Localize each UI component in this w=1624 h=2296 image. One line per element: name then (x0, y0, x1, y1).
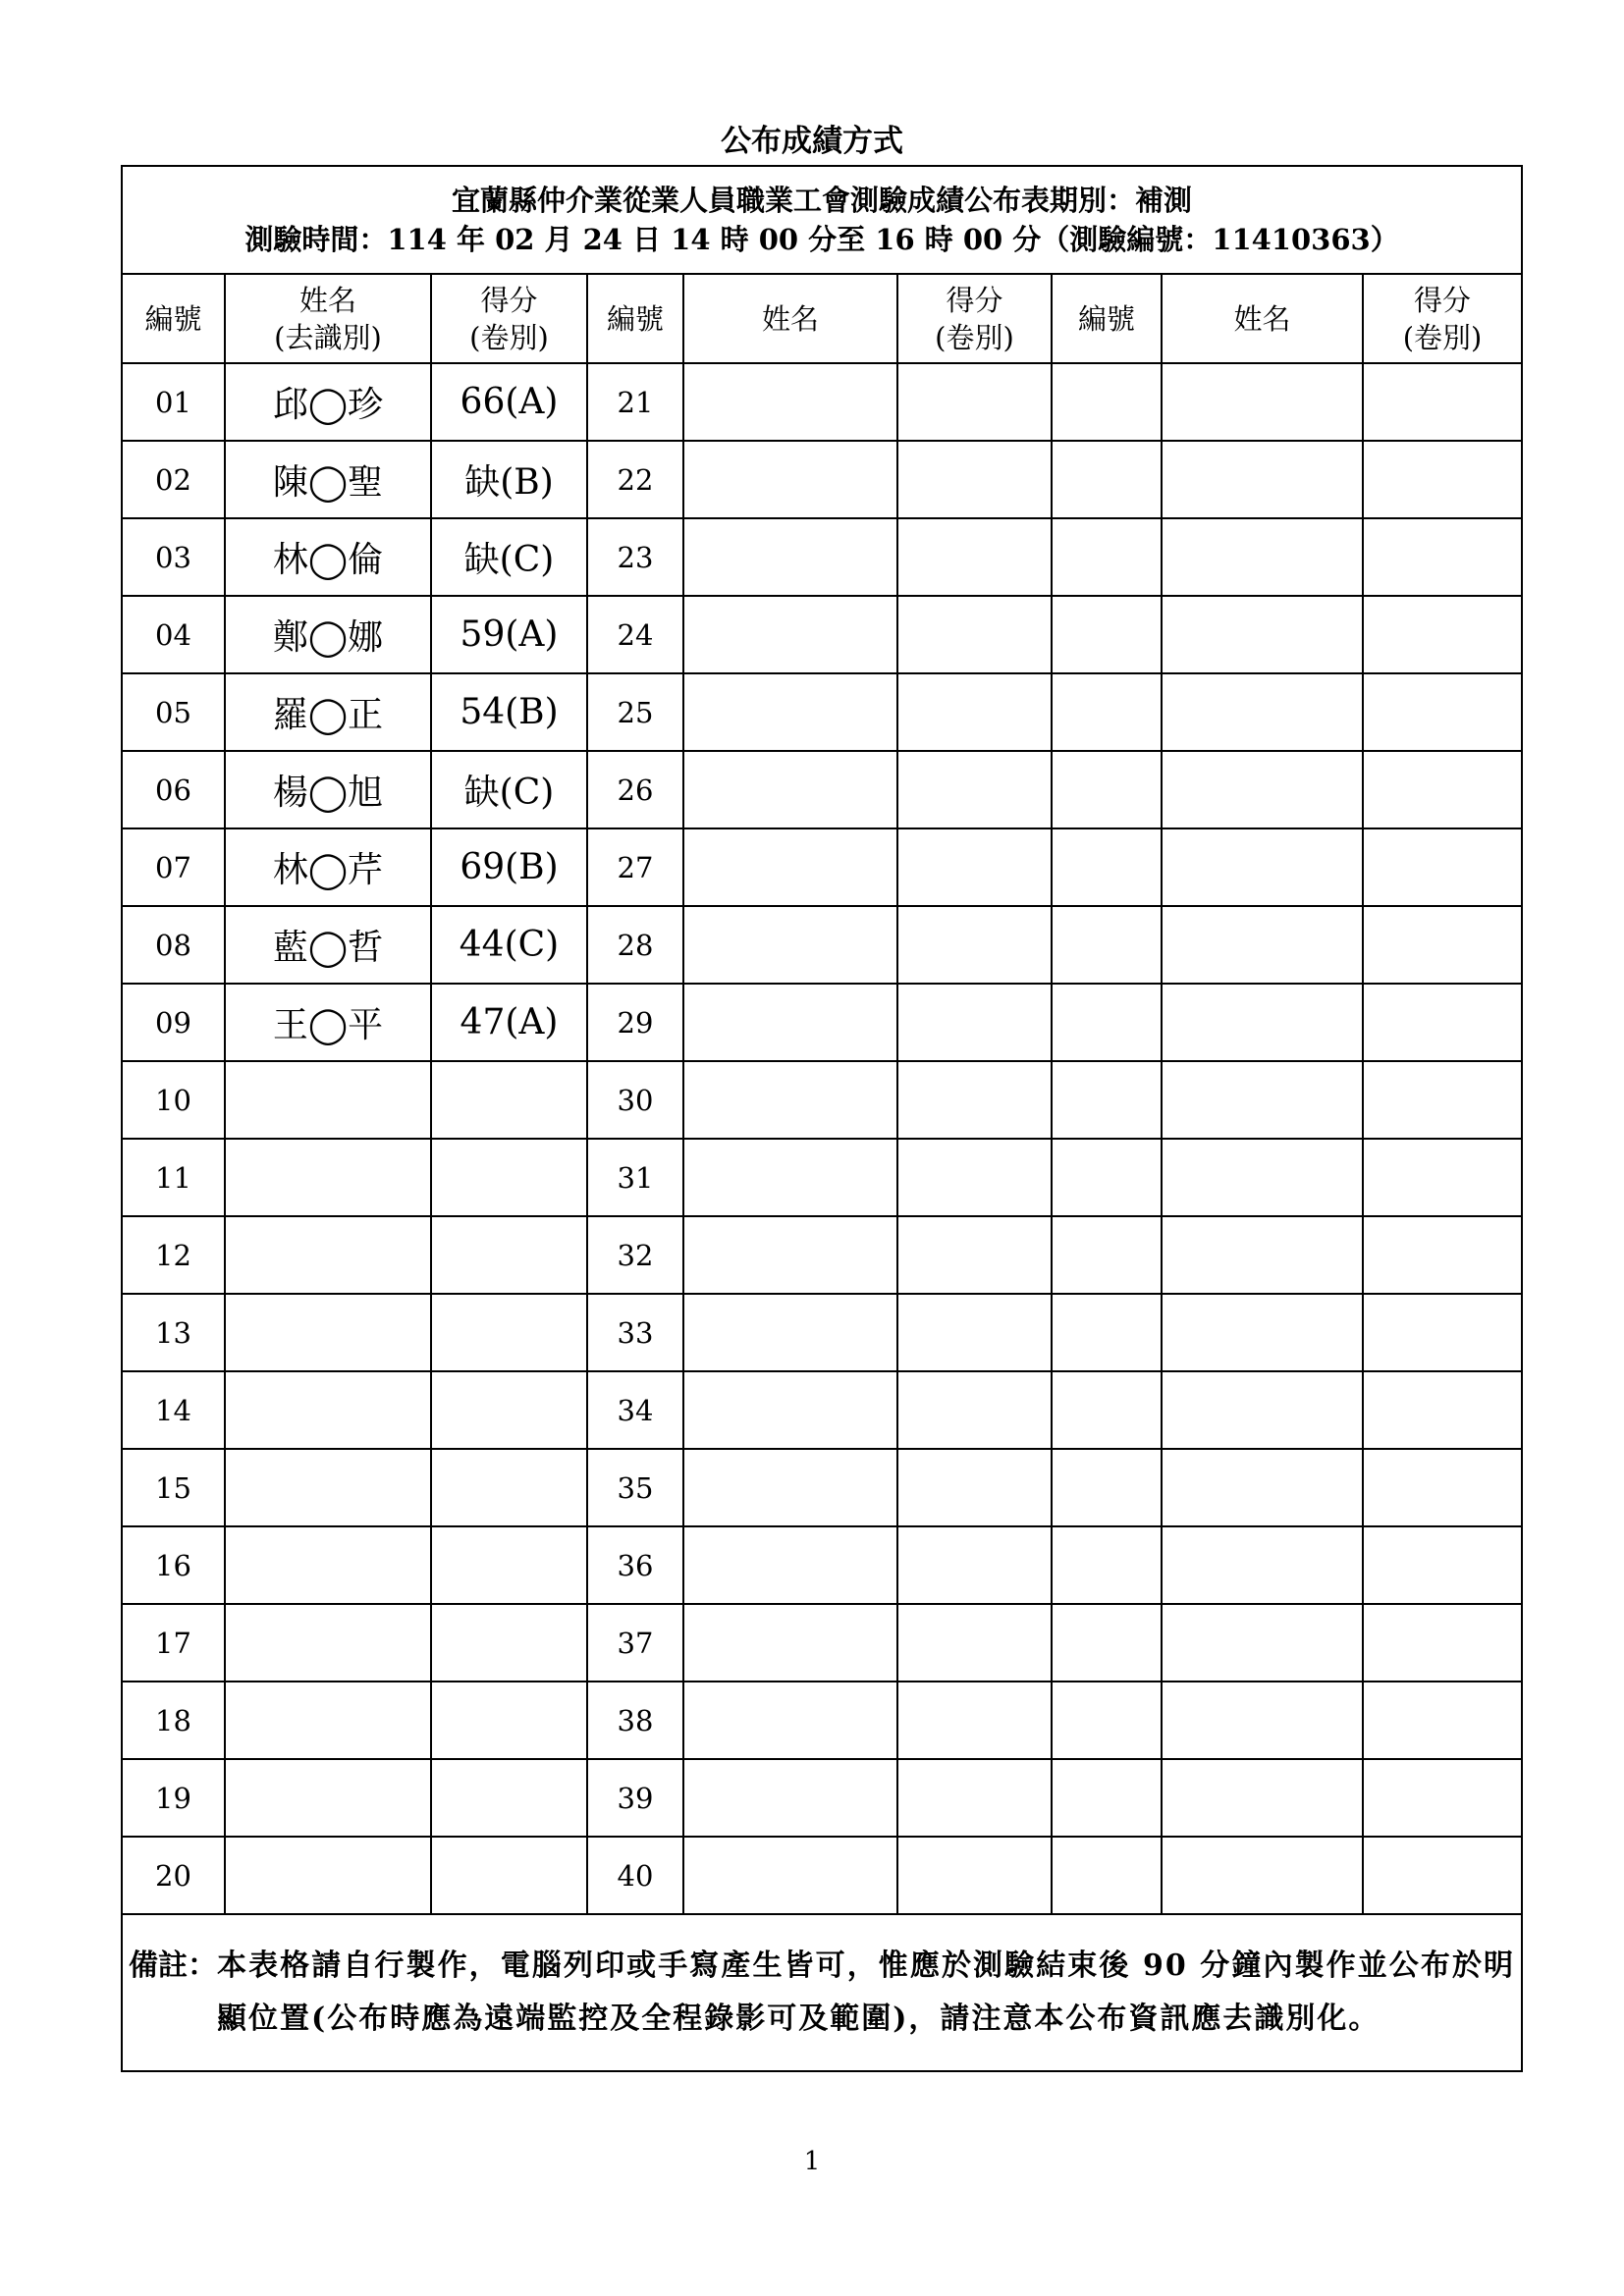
record-score-cell: 69(B) (431, 828, 587, 906)
record-name-cell (683, 1294, 897, 1371)
record-score-cell (1363, 1837, 1522, 1914)
record-no-cell: 28 (587, 906, 683, 984)
record-name-cell (1162, 751, 1363, 828)
record-no-cell: 34 (587, 1371, 683, 1449)
record-no-cell: 35 (587, 1449, 683, 1526)
record-no-cell: 10 (122, 1061, 225, 1139)
record-no-cell: 09 (122, 984, 225, 1061)
document-title: 公布成績方式 (721, 124, 903, 159)
record-name-cell (683, 1604, 897, 1682)
record-name-cell (1162, 828, 1363, 906)
record-no-cell: 19 (122, 1759, 225, 1837)
record-score-cell (431, 1604, 587, 1682)
table-row (122, 751, 1522, 828)
table-row (122, 1139, 1522, 1216)
record-name-cell (1162, 363, 1363, 441)
record-no-cell: 04 (122, 596, 225, 673)
record-score-cell (1363, 596, 1522, 673)
record-score-cell (1363, 441, 1522, 518)
table-row (122, 1682, 1522, 1759)
record-score-cell (1363, 828, 1522, 906)
record-name-cell: 楊◯旭 (225, 751, 431, 828)
record-score-cell (431, 1759, 587, 1837)
exam-title: 宜蘭縣仲介業從業人員職業工會測驗成績公布表期別：補測 (452, 184, 1193, 217)
note (129, 1940, 1515, 2046)
record-no-cell: 03 (122, 518, 225, 596)
exam-time: 測驗時間：114 年 02 月 24 日 14 時 00 分至 16 時 00 分（測驗編號：11410363） (244, 223, 1399, 256)
record-score-cell (897, 596, 1052, 673)
record-name-cell: 陳◯聖 (225, 441, 431, 518)
record-score-cell (1363, 518, 1522, 596)
record-name-cell (1162, 1449, 1363, 1526)
record-no-cell: 24 (587, 596, 683, 673)
col-score-3 (1363, 274, 1522, 363)
record-score-cell: 66(A) (431, 363, 587, 441)
record-name-cell (683, 828, 897, 906)
col-name-3: 姓名 (1162, 274, 1363, 363)
record-name-cell (1162, 1371, 1363, 1449)
record-name-cell (683, 1061, 897, 1139)
record-name-cell (225, 1139, 431, 1216)
record-score-cell (897, 1759, 1052, 1837)
record-name-cell (225, 1604, 431, 1682)
table-row (122, 596, 1522, 673)
record-no-cell: 11 (122, 1139, 225, 1216)
page-number: 1 (803, 2147, 821, 2176)
record-no-cell (1052, 1139, 1162, 1216)
col-score-1-sub: (卷別) (469, 320, 549, 354)
record-score-cell: 47(A) (431, 984, 587, 1061)
record-name-cell (683, 984, 897, 1061)
score-table (121, 165, 1523, 2072)
record-score-cell (431, 1837, 587, 1914)
record-name-cell (1162, 673, 1363, 751)
record-name-cell (1162, 984, 1363, 1061)
table-row (122, 906, 1522, 984)
table-row (122, 984, 1522, 1061)
table-row (122, 1294, 1522, 1371)
record-name-cell (225, 1061, 431, 1139)
record-name-cell: 邱◯珍 (225, 363, 431, 441)
record-score-cell (897, 906, 1052, 984)
record-name-cell (683, 518, 897, 596)
note-cell (122, 1914, 1522, 2071)
table-row (122, 828, 1522, 906)
record-score-cell (1363, 1371, 1522, 1449)
record-name-cell (683, 1139, 897, 1216)
col-score-3-label: 得分 (1414, 283, 1472, 317)
record-name-cell (1162, 1837, 1363, 1914)
record-no-cell: 22 (587, 441, 683, 518)
record-no-cell: 14 (122, 1371, 225, 1449)
record-no-cell: 08 (122, 906, 225, 984)
record-name-cell (683, 363, 897, 441)
record-no-cell: 17 (122, 1604, 225, 1682)
record-no-cell (1052, 673, 1162, 751)
record-score-cell (897, 1216, 1052, 1294)
record-name-cell (1162, 1682, 1363, 1759)
col-name-1-sub: (去識別) (274, 320, 382, 354)
record-score-cell: 缺(B) (431, 441, 587, 518)
record-no-cell: 32 (587, 1216, 683, 1294)
record-score-cell (431, 1216, 587, 1294)
record-score-cell (897, 673, 1052, 751)
record-name-cell (1162, 518, 1363, 596)
record-score-cell (1363, 1759, 1522, 1837)
record-no-cell: 29 (587, 984, 683, 1061)
record-name-cell (1162, 596, 1363, 673)
record-name-cell (225, 1759, 431, 1837)
record-no-cell (1052, 1604, 1162, 1682)
table-row (122, 673, 1522, 751)
record-no-cell (1052, 518, 1162, 596)
record-name-cell: 林◯芹 (225, 828, 431, 906)
col-score-1 (431, 274, 587, 363)
record-name-cell (683, 906, 897, 984)
record-score-cell (897, 1371, 1052, 1449)
record-no-cell: 01 (122, 363, 225, 441)
record-score-cell (1363, 673, 1522, 751)
record-name-cell (1162, 906, 1363, 984)
record-no-cell: 38 (587, 1682, 683, 1759)
record-name-cell (225, 1216, 431, 1294)
record-score-cell (1363, 1294, 1522, 1371)
record-no-cell (1052, 984, 1162, 1061)
record-no-cell (1052, 1837, 1162, 1914)
record-score-cell (897, 363, 1052, 441)
record-score-cell: 59(A) (431, 596, 587, 673)
record-score-cell (431, 1682, 587, 1759)
record-score-cell (431, 1371, 587, 1449)
record-name-cell (225, 1371, 431, 1449)
table-row (122, 441, 1522, 518)
table-row (122, 363, 1522, 441)
record-no-cell: 12 (122, 1216, 225, 1294)
record-score-cell (1363, 1061, 1522, 1139)
record-no-cell: 30 (587, 1061, 683, 1139)
record-score-cell (897, 518, 1052, 596)
record-no-cell: 20 (122, 1837, 225, 1914)
record-no-cell: 07 (122, 828, 225, 906)
record-score-cell (1363, 984, 1522, 1061)
record-name-cell (225, 1682, 431, 1759)
record-no-cell: 06 (122, 751, 225, 828)
record-no-cell: 37 (587, 1604, 683, 1682)
record-no-cell: 25 (587, 673, 683, 751)
record-no-cell: 39 (587, 1759, 683, 1837)
record-name-cell (683, 1449, 897, 1526)
record-no-cell (1052, 1061, 1162, 1139)
record-name-cell (1162, 1526, 1363, 1604)
record-no-cell: 05 (122, 673, 225, 751)
note-label: 備註： (129, 1949, 217, 1983)
record-score-cell (1363, 1216, 1522, 1294)
record-no-cell (1052, 1371, 1162, 1449)
record-score-cell (897, 441, 1052, 518)
record-score-cell (1363, 1449, 1522, 1526)
table-row (122, 1061, 1522, 1139)
record-no-cell: 26 (587, 751, 683, 828)
table-row (122, 1526, 1522, 1604)
table-row (122, 518, 1522, 596)
record-name-cell (225, 1449, 431, 1526)
col-no-1: 編號 (122, 274, 225, 363)
record-name-cell (225, 1526, 431, 1604)
col-name-2: 姓名 (683, 274, 897, 363)
record-no-cell (1052, 906, 1162, 984)
col-score-3-sub: (卷別) (1402, 320, 1483, 354)
record-name-cell (1162, 1061, 1363, 1139)
record-score-cell (897, 828, 1052, 906)
record-name-cell (225, 1837, 431, 1914)
table-row (122, 1449, 1522, 1526)
record-no-cell: 02 (122, 441, 225, 518)
record-name-cell (1162, 1216, 1363, 1294)
record-no-cell (1052, 1216, 1162, 1294)
record-name-cell (683, 751, 897, 828)
record-no-cell (1052, 596, 1162, 673)
record-score-cell (897, 1139, 1052, 1216)
record-score-cell (897, 1294, 1052, 1371)
record-no-cell (1052, 1682, 1162, 1759)
record-name-cell: 鄭◯娜 (225, 596, 431, 673)
record-score-cell (897, 1061, 1052, 1139)
record-score-cell (1363, 906, 1522, 984)
record-no-cell: 33 (587, 1294, 683, 1371)
record-score-cell: 缺(C) (431, 518, 587, 596)
record-score-cell (431, 1294, 587, 1371)
record-name-cell: 藍◯哲 (225, 906, 431, 984)
col-score-2-label: 得分 (946, 283, 1003, 317)
record-no-cell (1052, 1759, 1162, 1837)
record-score-cell: 44(C) (431, 906, 587, 984)
record-score-cell (1363, 1526, 1522, 1604)
table-header-row (122, 166, 1522, 274)
table-row (122, 1216, 1522, 1294)
record-score-cell (1363, 363, 1522, 441)
record-name-cell (683, 1837, 897, 1914)
record-no-cell: 40 (587, 1837, 683, 1914)
record-name-cell (683, 1759, 897, 1837)
record-no-cell: 15 (122, 1449, 225, 1526)
record-score-cell (431, 1449, 587, 1526)
record-name-cell (1162, 1139, 1363, 1216)
record-no-cell: 21 (587, 363, 683, 441)
record-no-cell (1052, 751, 1162, 828)
record-score-cell (1363, 751, 1522, 828)
record-no-cell: 13 (122, 1294, 225, 1371)
record-no-cell (1052, 1294, 1162, 1371)
record-score-cell (431, 1061, 587, 1139)
record-name-cell (683, 1216, 897, 1294)
column-header-row (122, 274, 1522, 363)
record-score-cell (897, 1604, 1052, 1682)
record-name-cell (1162, 1294, 1363, 1371)
table-row (122, 1371, 1522, 1449)
record-no-cell: 23 (587, 518, 683, 596)
record-name-cell: 王◯平 (225, 984, 431, 1061)
record-name-cell (1162, 1604, 1363, 1682)
record-score-cell (1363, 1139, 1522, 1216)
table-row (122, 1759, 1522, 1837)
record-no-cell: 31 (587, 1139, 683, 1216)
record-score-cell (897, 1682, 1052, 1759)
record-no-cell: 36 (587, 1526, 683, 1604)
col-no-2: 編號 (587, 274, 683, 363)
record-no-cell (1052, 363, 1162, 441)
record-no-cell: 27 (587, 828, 683, 906)
record-score-cell (897, 1837, 1052, 1914)
record-no-cell (1052, 1449, 1162, 1526)
record-score-cell (897, 1449, 1052, 1526)
record-score-cell: 54(B) (431, 673, 587, 751)
record-name-cell (683, 596, 897, 673)
record-name-cell: 林◯倫 (225, 518, 431, 596)
record-no-cell (1052, 1526, 1162, 1604)
col-score-2-sub: (卷別) (935, 320, 1014, 354)
col-name-1 (225, 274, 431, 363)
record-name-cell: 羅◯正 (225, 673, 431, 751)
record-score-cell (1363, 1682, 1522, 1759)
col-name-1-label: 姓名 (298, 283, 356, 317)
record-name-cell (683, 673, 897, 751)
table-row (122, 1837, 1522, 1914)
record-no-cell: 16 (122, 1526, 225, 1604)
note-text: 本表格請自行製作，電腦列印或手寫產生皆可，惟應於測驗結束後 90 分鐘內製作並公布於明顯位置(公布時應為遠端監控及全程錄影可及範圍)，請注意本公布資訊應去識別化。 (217, 1949, 1516, 2036)
record-name-cell (683, 441, 897, 518)
record-score-cell: 缺(C) (431, 751, 587, 828)
record-score-cell (897, 1526, 1052, 1604)
record-score-cell (431, 1526, 587, 1604)
record-name-cell (683, 1526, 897, 1604)
record-name-cell (683, 1682, 897, 1759)
table-row (122, 1604, 1522, 1682)
note-row (122, 1914, 1522, 2071)
record-no-cell: 18 (122, 1682, 225, 1759)
record-no-cell (1052, 441, 1162, 518)
record-name-cell (225, 1294, 431, 1371)
record-score-cell (431, 1139, 587, 1216)
record-name-cell (1162, 1759, 1363, 1837)
table-header-cell (122, 166, 1522, 274)
record-score-cell (1363, 1604, 1522, 1682)
record-score-cell (897, 984, 1052, 1061)
record-name-cell (1162, 441, 1363, 518)
col-score-1-label: 得分 (480, 283, 538, 317)
record-no-cell (1052, 828, 1162, 906)
record-score-cell (897, 751, 1052, 828)
col-score-2 (897, 274, 1052, 363)
col-no-3: 編號 (1052, 274, 1162, 363)
record-name-cell (683, 1371, 897, 1449)
